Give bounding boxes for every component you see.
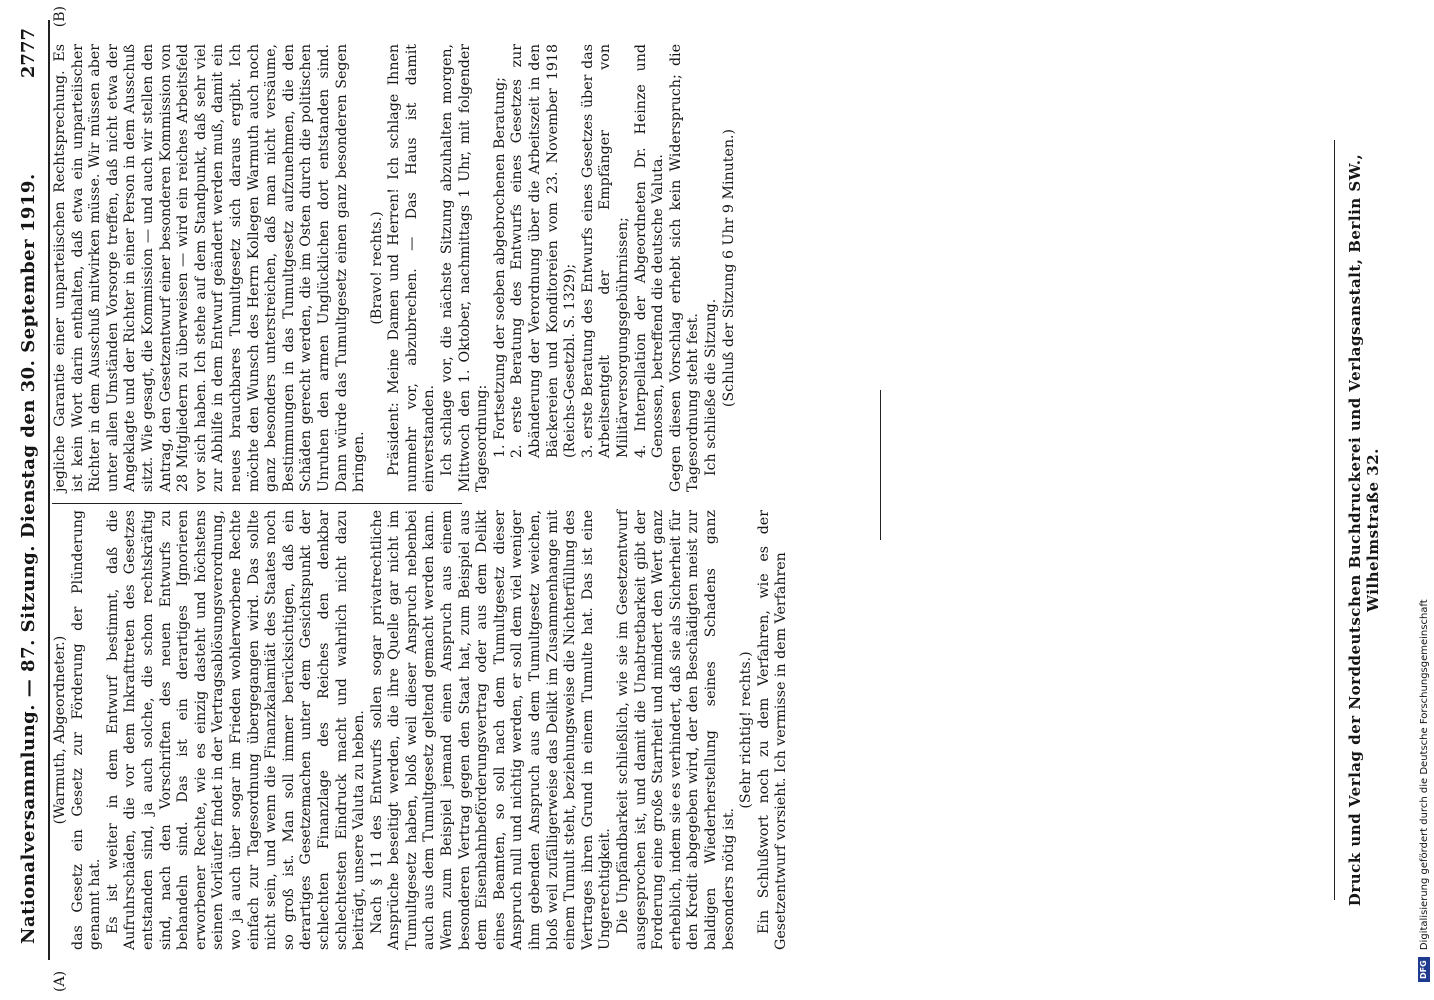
paragraph: das Gesetz ein Gesetz zur Förderung der Plünderung genannt hat. xyxy=(69,510,104,950)
agenda-item: 2. erste Beratung des Entwurfs eines Gesetzes zur Abänderung der Verordnung über die Arbeitszeit in den Bäckereien und Konditoreien vom 23. November 1918 (Reichs-Gesetzbl. S. 1329); xyxy=(509,44,579,458)
footer-rule xyxy=(1334,140,1335,900)
margin-marker-b: (B) xyxy=(52,6,68,28)
paragraph: Ich schließe die Sitzung. xyxy=(702,298,719,476)
page-header xyxy=(8,20,50,960)
digitization-credit xyxy=(1416,0,1434,1000)
header-title: Nationalversammlung. — 87. Sitzung. Dienstag den 30. September 1919. xyxy=(18,173,39,944)
margin-marker-a: (A) xyxy=(52,970,68,992)
left-column xyxy=(52,510,791,950)
paragraph: Nach § 11 des Entwurfs sollen sogar privatrechtliche Ansprüche beseitigt werden, die ihre Quelle gar nicht im Tumultgesetz haben, bloß weil dieser Anspruch nebenbei auch aus dem Tumultgesetz geltend gemacht werden kann. Wenn zum Beispiel jemand einen Anspruch aus einem besonderen Vertrag gegen den Staat hat, zum Beispiel aus dem Eisenbahnbeförderungsvertrag oder aus dem Delikt eines Beamten, so soll nach dem Tumultgesetz dieser Anspruch null und nichtig werden, er soll dem viel weniger ihm gebenden Anspruch aus dem Tumultgesetz weichen, bloß weil zufälligerweise das Delikt im Zusammenhange mit einem Tumult steht, beziehungsweise die Nichterfüllung des Vertrages ihren Grund in einem Tumulte hat. Das ist eine Ungerechtigkeit. xyxy=(368,510,614,950)
paragraph: Gegen diesen Vorschlag erhebt sich kein Widerspruch; die Tagesordnung steht fest. xyxy=(667,44,702,492)
agenda-item: 3. erste Beratung des Entwurfs eines Gesetzes über das Arbeitsentgelt der Empfänger von Militärversorgungsgebührnissen; xyxy=(579,44,631,458)
speaker-heading: (Warmuth, Abgeordneter.) xyxy=(52,635,68,825)
right-column xyxy=(52,44,738,492)
digitization-credit-text: Digitalisierung gefördert durch die Deutsche Forschungsgemeinschaft xyxy=(1419,599,1430,951)
agenda-list xyxy=(492,44,668,492)
paragraph: Ich schlage vor, die nächste Sitzung abzuhalten morgen, Mittwoch den 1. Oktober, nachmittags 1 Uhr, mit folgender Tagesordnung: xyxy=(439,44,491,492)
paragraph: jegliche Garantie einer unparteiischen Rechtsprechung. Es ist kein Wort darin enthalten, daß etwa ein unparteiischer Richter in dem Ausschuß mitwirken müsse. Wir müssen aber unter allen Umständen Vorsorge treffen, daß nicht etwa der Angeklagte und der Richter in einer Person in dem Ausschuß sitzt. Wie gesagt, die Kommission — und auch wir stellen den Antrag, den Gesetzentwurf einer besonderen Kommission von 28 Mitgliedern zu überweisen — wird ein reiches Arbeitsfeld vor sich haben. Ich stehe auf dem Standpunkt, daß sehr viel zur Abhilfe in dem Entwurf geändert werden muß, damit ein neues brauchbares Tumultgesetz sich daraus ergibt. Ich möchte den Wunsch des Herrn Kollegen Warmuth auch noch ganz besonders unterstreichen, daß man nicht versäume, Bestimmungen in das Tumultgesetz aufzunehmen, die den Schäden gerecht werden, die im Osten durch die politischen Unruhen den armen Unglücklichen dort entstanden sind. Dann würde das Tumultgesetz einen ganz besonderen Segen bringen. xyxy=(52,44,368,492)
agenda-item: 1. Fortsetzung der soeben abgebrochenen Beratung; xyxy=(491,77,508,458)
end-rule xyxy=(880,390,881,540)
paragraph: Es ist weiter in dem Entwurf bestimmt, daß die Aufruhrschäden, die vor dem Inkrafttreten des Gesetzes entstanden sind, ja auch solche, die schon rechtskräftig sind, nach den Vorschriften des neuen Entwurfs zu behandeln sind. Das ist ein derartiges Ignorieren erworbener Rechte, wie es einzig dasteht und höchstens seinen Vorläufer findet in der Vertragsablösungsverordnung, wo ja auch über sogar im Frieden wohlerworbene Rechte einfach zur Tagesordnung übergegangen wird. Das sollte nicht sein, und wenn die Finanzkalamität des Staates noch so groß ist. Man soll immer berücksichtigen, daß ein derartiges Gesetzemachen unter dem Gesichtspunkt der schlechten Finanzlage des Reiches den denkbar schlechtesten Eindruck macht und wahrlich nicht dazu beiträgt, unsere Valuta zu heben. xyxy=(104,510,368,950)
interjection: (Sehr richtig! rechts.) xyxy=(738,651,755,809)
paragraph: Die Unpfändbarkeit schließlich, wie sie im Gesetzentwurf ausgesprochen ist, und damit die Unabtretbarkeit gibt der Forderung eine große Starrheit und mindert den Wert ganz erheblich, indem sie es verhindert, daß sie als Sicherheit für den Kredit abgegeben wird, der den Beschädigten meist zur baldigen Wiederherstellung seines Schadens ganz besonders nötig ist. xyxy=(615,510,737,950)
paragraph: Präsident: Meine Damen und Herren! Ich schlage Ihnen nunmehr vor, abzubrechen. — Das Haus ist damit einverstanden. xyxy=(386,44,438,492)
page-number: 2777 xyxy=(18,28,39,79)
paragraph: Ein Schlußwort noch zu dem Verfahren, wie es der Gesetzentwurf vorsieht. Ich vermisse in dem Verfahren xyxy=(755,510,790,950)
agenda-item: 4. Interpellation der Abgeordneten Dr. Heinze und Genossen, betreffend die deutsche Valuta. xyxy=(632,44,667,458)
column-divider xyxy=(52,503,462,504)
dfg-logo: DFG xyxy=(1418,957,1430,982)
printer-imprint: Druck und Verlag der Norddeutschen Buchdruckerei und Verlagsanstalt, Berlin SW., Wilhelmstraße 32. xyxy=(1346,153,1382,907)
closing-note: (Schluß der Sitzung 6 Uhr 9 Minuten.) xyxy=(720,128,737,408)
interjection: (Bravo! rechts.) xyxy=(368,211,385,325)
